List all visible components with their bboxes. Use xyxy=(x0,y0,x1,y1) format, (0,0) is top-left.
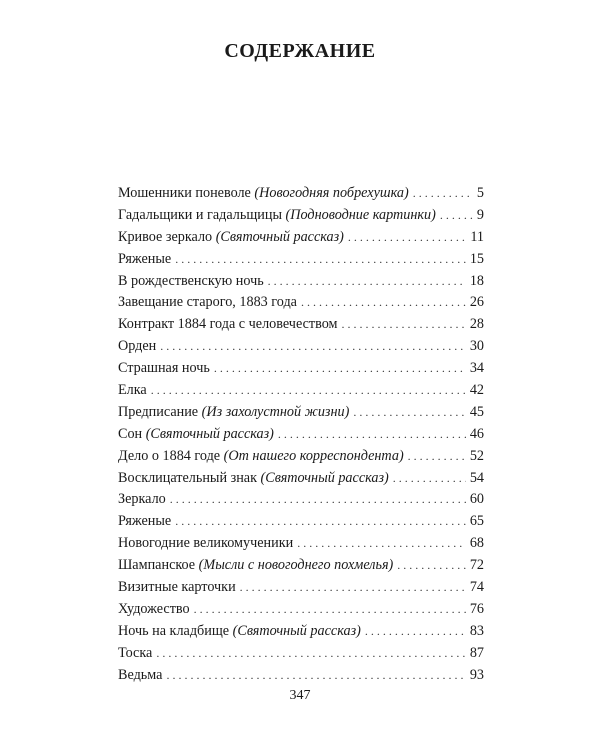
toc-entry-main-title: Кривое зеркало xyxy=(118,228,216,245)
table-of-contents xyxy=(118,183,484,686)
toc-leader-dots xyxy=(175,511,466,533)
toc-entry xyxy=(118,665,484,687)
toc-entry-page: 52 xyxy=(469,447,484,464)
toc-leader-dots xyxy=(440,205,473,227)
toc-entry-page: 45 xyxy=(469,403,484,420)
toc-entry-title xyxy=(118,511,171,533)
toc-entry xyxy=(118,227,484,249)
toc-entry-main-title: Орден xyxy=(118,338,157,355)
toc-entry-title xyxy=(118,577,236,599)
toc-entry xyxy=(118,314,484,336)
toc-entry-main-title: Художество xyxy=(118,600,190,617)
toc-entry-page: 83 xyxy=(469,622,484,639)
toc-entry-main-title: Завещание старого, 1883 года xyxy=(118,294,297,311)
toc-entry-title xyxy=(118,424,274,446)
toc-entry-main-title: Елка xyxy=(118,382,147,399)
toc-entry-subtitle: (Мысли с новогоднего похмелья) xyxy=(198,557,394,574)
toc-entry xyxy=(118,402,484,424)
toc-entry xyxy=(118,249,484,271)
toc-leader-dots xyxy=(151,380,466,402)
toc-entry-title xyxy=(118,314,338,336)
toc-entry-page: 26 xyxy=(469,294,484,311)
toc-entry-title xyxy=(118,358,210,380)
toc-entry-title xyxy=(118,205,436,227)
toc-entry-main-title: Контракт 1884 года с человечеством xyxy=(118,316,338,333)
toc-entry-main-title: Дело о 1884 годе xyxy=(118,447,224,464)
toc-entry-title xyxy=(118,292,297,314)
toc-entry-title xyxy=(118,621,361,643)
toc-entry-main-title: Зеркало xyxy=(118,491,166,508)
toc-entry-subtitle: (Святочный рассказ) xyxy=(260,469,389,486)
toc-entry xyxy=(118,489,484,511)
toc-entry-subtitle: (Из захолустной жизни) xyxy=(201,403,350,420)
toc-entry xyxy=(118,336,484,358)
toc-entry xyxy=(118,446,484,468)
toc-entry-page: 68 xyxy=(469,535,484,552)
toc-entry-page: 18 xyxy=(469,272,484,289)
toc-entry-subtitle: (Святочный рассказ) xyxy=(215,228,344,245)
toc-entry-title xyxy=(118,380,147,402)
toc-entry-page: 93 xyxy=(469,666,484,683)
toc-entry-subtitle: (Новогодняя побрехушка) xyxy=(254,185,409,201)
toc-leader-dots xyxy=(160,336,466,358)
toc-entry-title xyxy=(118,446,404,468)
toc-entry-title xyxy=(118,599,190,621)
toc-leader-dots xyxy=(170,489,466,511)
toc-leader-dots xyxy=(342,314,466,336)
toc-entry-main-title: Ведьма xyxy=(118,666,163,683)
toc-entry-page: 42 xyxy=(469,382,484,399)
toc-entry-page: 46 xyxy=(469,425,484,442)
toc-leader-dots xyxy=(397,555,466,577)
toc-entry xyxy=(118,468,484,490)
toc-entry xyxy=(118,621,484,643)
toc-entry-page: 76 xyxy=(469,600,484,617)
toc-leader-dots xyxy=(278,424,466,446)
toc-entry-main-title: Ночь на кладбище xyxy=(118,622,233,639)
toc-leader-dots xyxy=(348,227,466,249)
toc-entry-page: 65 xyxy=(469,513,484,530)
toc-entry xyxy=(118,183,484,205)
toc-entry xyxy=(118,643,484,665)
toc-leader-dots xyxy=(194,599,466,621)
toc-entry-page: 34 xyxy=(469,360,484,377)
toc-entry-page: 54 xyxy=(469,469,484,486)
toc-leader-dots xyxy=(175,249,466,271)
toc-entry xyxy=(118,380,484,402)
toc-entry-page: 9 xyxy=(476,206,484,223)
toc-entry-subtitle: (Подноводние картинки) xyxy=(285,206,436,223)
toc-entry-title xyxy=(118,227,344,249)
toc-leader-dots xyxy=(413,183,473,205)
toc-entry xyxy=(118,271,484,293)
toc-entry xyxy=(118,511,484,533)
toc-entry-subtitle: (Святочный рассказ) xyxy=(145,425,274,442)
toc-leader-dots xyxy=(408,446,466,468)
toc-entry-main-title: Мошенники поневоле xyxy=(118,185,255,201)
toc-entry-main-title: Шампанское xyxy=(118,557,199,574)
toc-entry-title xyxy=(118,336,156,358)
toc-entry xyxy=(118,555,484,577)
toc-entry-title xyxy=(118,555,393,577)
toc-entry-subtitle: (От нашего корреспондента) xyxy=(223,447,404,464)
toc-leader-dots xyxy=(240,577,466,599)
toc-entry-title xyxy=(118,468,389,490)
toc-entry xyxy=(118,533,484,555)
toc-entry-main-title: Тоска xyxy=(118,644,153,661)
toc-entry-main-title: Ряженые xyxy=(118,513,172,530)
toc-entry-title xyxy=(118,533,293,555)
toc-leader-dots xyxy=(268,271,466,293)
toc-entry-main-title: Новогодние великомученики xyxy=(118,535,294,552)
toc-leader-dots xyxy=(353,402,465,424)
toc-entry-page: 74 xyxy=(469,579,484,596)
page-number: 347 xyxy=(289,688,311,703)
toc-leader-dots xyxy=(166,665,465,687)
toc-leader-dots xyxy=(365,621,466,643)
toc-entry xyxy=(118,358,484,380)
toc-leader-dots xyxy=(301,292,466,314)
toc-entry-title xyxy=(118,271,264,293)
toc-entry-title xyxy=(118,249,171,271)
toc-entry-page: 15 xyxy=(469,250,484,267)
toc-entry-title xyxy=(118,665,162,687)
toc-entry xyxy=(118,292,484,314)
toc-entry-subtitle: (Святочный рассказ) xyxy=(232,622,361,639)
toc-entry-main-title: Визитные карточки xyxy=(118,579,236,596)
toc-entry-page: 87 xyxy=(469,644,484,661)
toc-entry xyxy=(118,599,484,621)
toc-entry-page: 28 xyxy=(469,316,484,333)
toc-entry-title xyxy=(118,183,409,205)
toc-entry-page: 5 xyxy=(476,185,484,201)
toc-entry-main-title: В рождественскую ночь xyxy=(118,272,264,289)
toc-entry-page: 60 xyxy=(469,491,484,508)
toc-entry-page: 11 xyxy=(470,228,484,245)
toc-entry-main-title: Страшная ночь xyxy=(118,360,210,377)
toc-entry-page: 72 xyxy=(469,557,484,574)
toc-entry-title xyxy=(118,489,166,511)
toc-entry xyxy=(118,577,484,599)
toc-entry-main-title: Предписание xyxy=(118,403,202,420)
toc-leader-dots xyxy=(297,533,466,555)
toc-entry-title xyxy=(118,643,152,665)
toc-entry xyxy=(118,205,484,227)
toc-entry-main-title: Сон xyxy=(118,425,146,442)
toc-entry xyxy=(118,424,484,446)
toc-entry-title xyxy=(118,402,349,424)
toc-entry-main-title: Гадальщики и гадальщицы xyxy=(118,206,286,223)
toc-leader-dots xyxy=(156,643,465,665)
toc-entry-page: 30 xyxy=(469,338,484,355)
toc-entry-main-title: Восклицательный знак xyxy=(118,469,261,486)
page-title: СОДЕРЖАНИЕ xyxy=(224,40,376,62)
toc-entry-main-title: Ряженые xyxy=(118,250,172,267)
toc-leader-dots xyxy=(214,358,466,380)
toc-leader-dots xyxy=(393,468,466,490)
